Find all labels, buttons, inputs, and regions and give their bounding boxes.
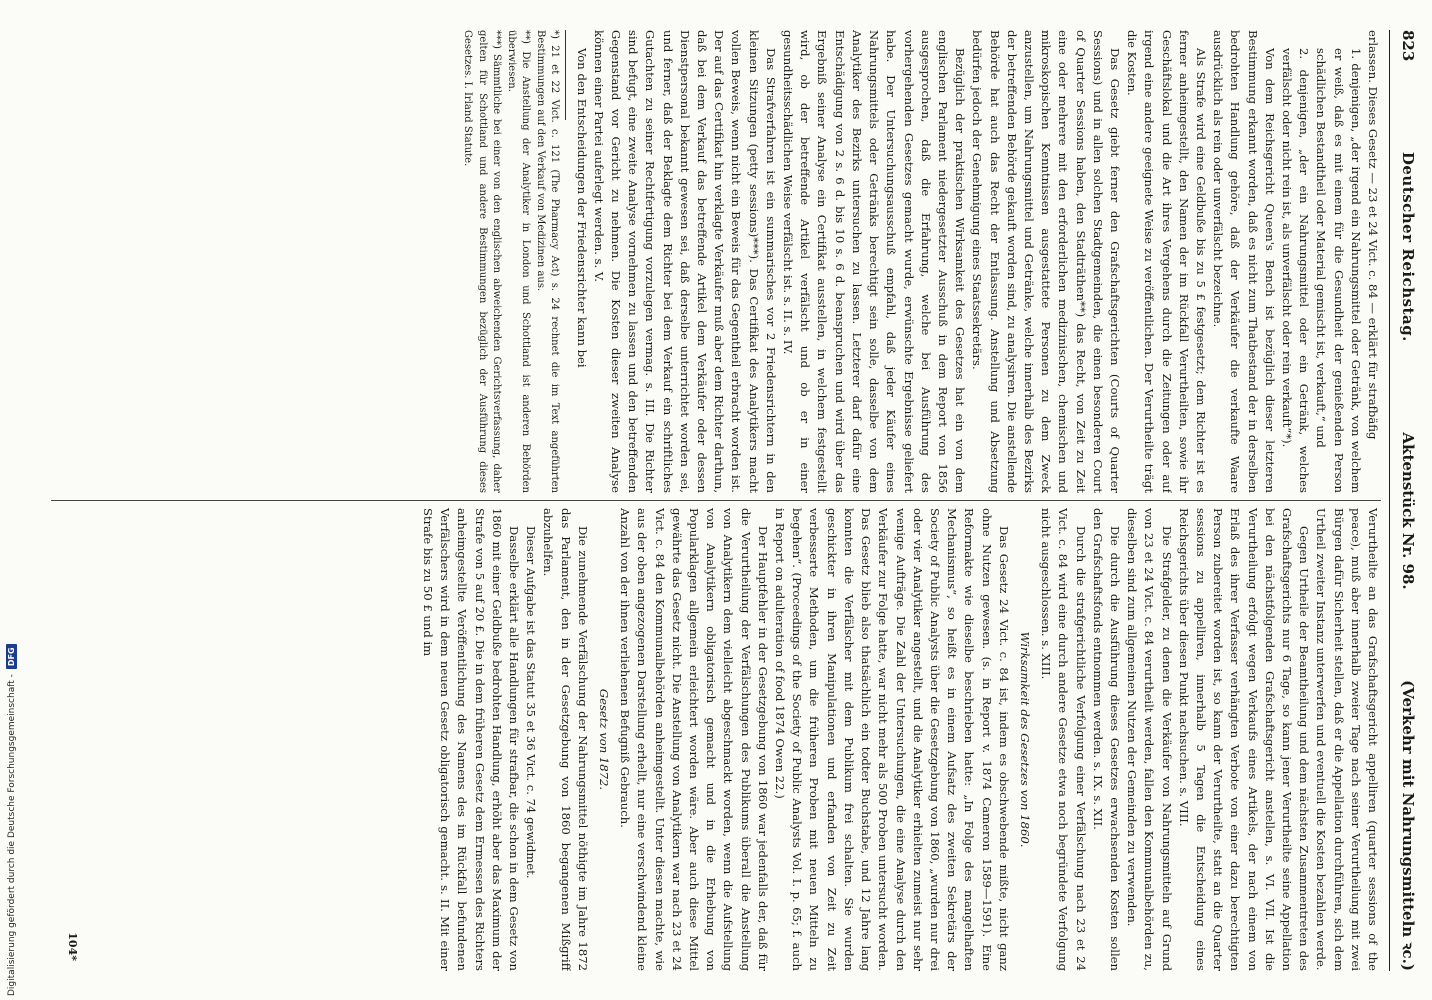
paragraph: Dasselbe erklärt alle Handlungen für strafbar, die schon in dem Gesetz von 1860 mit einer Geldbuße bedrohten Handlung, erhöht aber das Maximum der Strafe von 5 auf 20 £. Die in dem früheren Gesetz dem Ermessen des Richters anheimgestellte Veröffentlichung des Namens des im Rückfall befundenen Verfälschers wird in dem neuen Gesetz obligatorisch gemacht. s. II. Mit einer Strafe bis zu 50 £ und im — [421, 508, 522, 971]
column-divider — [51, 500, 1381, 501]
paragraph: Von den Entscheidungen der Friedensrichter kann bei — [574, 48, 589, 368]
section-title: (Verkehr mit Nahrungsmitteln ꝛc.) — [1399, 680, 1417, 971]
numbered-clause: 1. denjenigen, „der irgend ein Nahrungsmittel oder Getränk, von welchem er weiß, daß es mit einem für die Gesundheit der genießenden Person schädlichen Bestandtheil oder Material gemischt ist, verkauft,“ und — [1314, 48, 1363, 493]
footnote: *) 21 et 22 Vict. c. 121 (The Pharmacy Act) s. 24 rechnet die im Text angeführten Bestimmungen auf den Verkauf von Medizinen aus. — [534, 30, 561, 493]
paragraph: Der Hauptfehler in der Gesetzgebung von 1860 war jedenfalls der, daß für die Verurtheilung der Verfälschungen des Publikums überall die Anstellung von Analytikern dem vielleicht abgeschmackt worden, wenn die Aufstellung von Analytikern obligatorisch gemacht und in die Erhebung von Popularklagen allgemein erleichtert worden wäre. Aber auch diese Mittel gewährte das Gesetz nicht. Die Anstellung von Analytikern war nach 23 et 24 Vict. c. 84 den Kommunalbehörden anheimgestellt. Unter diesen machte, wie aus der oben angezogenen Darstellung erhellt, nur eine verschwindend kleine Anzahl von der ihnen verliehenen Befugniß Gebrauch. — [618, 508, 770, 971]
paragraph: erlassen. Dieses Gesetz — 23 et 24 Vict. c. 84 — erklärt für strafbäfig — [1366, 30, 1380, 440]
signature-mark: 104* — [66, 932, 79, 961]
section-subheading: Wirksamkeit des Gesetzes von 1860. — [1017, 631, 1032, 848]
running-title: Deutscher Reichstag. — [1399, 151, 1417, 342]
paragraph: Als Strafe wird eine Geldbuße bis zu 5 £ festgesetzt; dem Richter ist es ferner anheimgestellt, den Namen der im Rückfall Verurtheilten, sowie ihr Geschäftslokal und die Art ihres Vergehens durch die Zeitungen oder auf irgend eine andere geeignete Weise zu veröffentlichen. Der Verurtheilte trägt die Kosten. — [1125, 30, 1208, 493]
footnote: **) Die Anstellung der Analytiker in London und Schottland ist anderen Behörden überwiesen. — [505, 30, 532, 493]
document-number: Aktenstück Nr. 98. — [1399, 432, 1417, 590]
digitization-footer — [6, 644, 17, 996]
footnote: ***) Sämmtliche bei einer von den englischen abweichenden Gerichtsverfassung, daher gelten für Schottland und andere Bestimmungen bezüglich der Ausführung dieses Gesetzes. I. Irland Statute. — [462, 30, 503, 493]
paragraph: Von dem Reichsgericht Queen's Bench ist bezüglich dieser letzteren Bestimmung erkannt worden, daß es nicht zum Thatbestand der in derselben bedrohten Handlung gehöre, daß der Verkäufer die verkaufte Waare ausdrücklich als rein oder unverfälscht bezeichne. — [1211, 30, 1277, 493]
paragraph: Gegen Urtheile der Beamtheilung und dem nächsten Zusammentreten des Grafschaftsgerichts nur 6 Tage, so kann jener Verurtheilte seine Appellation bei den nächstfolgenden Grafschaftsgericht anstellen, s. VI. VII. Ist die Verurtheilung erfolgt wegen Verkaufs eines Artikels, der nach einem von Erlaß des ihrer Verfasser verhängten Verbote von einer dazu berechtigten Person zubereitet worden ist, so kann der Verurtheilte, statt an die Quarter sessions zu appelliren, innerhalb 5 Tagen die Entscheidung eines Reichsgerichts über diesen Punkt nachsuchen. s. VIII. — [1176, 508, 1312, 971]
paragraph: Durch die strafgerichtliche Verfolgung einer Verfälschung nach 23 et 24 Vict. c. 84 wird eine durch andere Gesetze etwa noch begründete Verfolgung nicht ausgeschlossen. s. XIII. — [1039, 508, 1088, 971]
paragraph: Das Gesetz 24 Vict. c. 84 ist, indem es obschwebende mißte, nicht ganz ohne Nutzen gewesen. (s. in Report v. 1874 Cameron 1589—1591). Eine Reformakte wie dieselbe beschrieben hatte: „In Folge des mangelhaften Mechanismus“, so heißt es in einem Aufsatz des zweiten Sekretärs der Society of Public Analysts über die Gesetzgebung von 1860, „wurden nur drei oder vier Analytiker angestellt, und die Analytiker erhielten zumeist nur sehr wenige Aufträge. Die Zahl der Untersuchungen, die eine Analyse durch den Verkäufer zur Folge hatte, war nicht mehr als 500 Proben untersucht worden. Das Gesetz blieb also thatsächlich ein todter Buchstabe, und 12 Jahre lang konnten die Verfälscher mit dem Publikum frei schalten. Sie wurden geschickter in ihren Manipulationen und erfanden von Zeit zu Zeit verbesserte Methoden, um die früheren Proben mit neuen Mitteln zu begehen“. (Proceedings of the Society of Public Analysts Vol. I. p. 65; f. auch in Report on adulteration of food 1874 Owen 22.) — [773, 508, 1011, 971]
right-column — [51, 508, 1381, 971]
footnote-rule — [565, 30, 566, 120]
section-subheading: Gesetz von 1872. — [597, 688, 612, 791]
running-header — [1389, 30, 1418, 971]
paragraph: Die zunehmende Verfälschung der Nahrungsmittel nöthigte im Jahre 1872 das Parlament, den in der Gesetzgebung von 1860 begangenen Mißgriff abzuhelfen. — [541, 508, 590, 971]
paragraph: Die durch die Ausführung dieses Gesetzes erwachsenden Kosten sollen den Grafschaftsfonds entnommen werden. s. IX. s. XII. — [1090, 508, 1122, 971]
paragraph: Verurtheilte an das Grafschaftsgericht appelliren (quarter sessions of the peace), muß aber innerhalb zweier Tage nach seiner Verurtheilung mit zwei Bürgen dafür Sicherheit stellen, daß er die Appellation durchführen, sich dem Urtheil zweiter Instanz unterwerfen und eventuell die Kosten bezahlen werde. — [1314, 508, 1380, 971]
page-number: 823 — [1399, 30, 1417, 62]
document-page — [38, 18, 1418, 983]
two-column-body — [51, 30, 1381, 971]
dfg-logo-icon: DFG — [6, 644, 17, 669]
paragraph: Das Gesetz giebt ferner den Grafschaftsgerichten (Courts of Quarter Sessions) und in allen solchen Stadtgemeinden, die einen besonderen Court of Quarter Sessions haben, den Stadträthen**) das Recht, von Zeit zu Zeit eine oder mehrere mit den erforderlichen medizinischen, chemischen und mikroskopischen Kenntnissen ausgestattete Personen zu dem Zweck anzustellen, um Nahrungsmittel und Getränke, welche innerhalb des Bezirks der betreffenden Behörde gekauft worden sind, zu analysiren. Die anstellende Behörde hat auch das Recht der Entlassung. Anstellung und Absetzung bedürfen jedoch der Genehmigung eines Staatssekretärs. — [970, 30, 1122, 493]
numbered-clause: 2. denjenigen, „der ein Nahrungsmittel oder ein Getränk, welches verfälscht oder nicht rein ist, als unverfälscht oder rein verkauft“*). — [1279, 48, 1312, 493]
paragraph: Bezüglich der praktischen Wirksamkeit des Gesetzes hat ein von dem englischen Parlament niedergesetzter Ausschuß in dem Report von 1856 ausgesprochen, daß die Erfahrung, welche bei Ausführung des vorhergehenden Gesetzes gemacht wurde, erwünschte Ergebnisse geliefert habe. Der Untersuchungsausschuß empfahl, daß jeder Käufer eines Nahrungsmittels oder Getränks berechtigt sein solle, dasselbe von dem Analytiker des Bezirks untersuchen zu lassen. Letzterer darf dafür eine Entschädigung von 2 s. 6 d. bis 10 s. 6 d. beanspruchen und wird über das Ergebniß seiner Analyse ein Certifikat ausstellen, in welchem festgestellt wird, ob der betreffende Artikel verfälscht und ob er in einer gesundheitsschädlichen Weise verfälscht ist. s. II. s. IV. — [781, 30, 968, 493]
paragraph: Die Strafgelder, zu denen die Verkäufer von Nahrungsmitteln auf Grund von 23 et 24 Vict. c. 84 verurtheilt werden, fallen den Kommunalbehörden zu, dieselben sind zum allgemeinen Nutzen der Gemeinden zu verwenden. — [1125, 508, 1174, 971]
paragraph: Dieser Aufgabe ist das Statut 35 et 36 Vict. c. 74 gewidmet. — [524, 526, 539, 879]
left-column — [51, 30, 1381, 493]
digitization-credit: Digitalisierung gefördert durch die Deutsche Forschungsgemeinschaft - — [6, 674, 17, 996]
paragraph: Das Strafverfahren ist ein summarisches vor 2 Friedensrichtern in den kleinen Sitzungen (petty sessions)***). Das Certifikat des Analytikers macht vollen Beweis, wenn nicht ein Beweis für das Gegentheil erbracht worden ist. Der auf das Certifikat hin verklagte Verkäufer muß aber dem Richter darthun, daß bei dem Verkauf das betreffende Artikel dem Verkäufer oder dessen Dienstpersonal bekannt gewesen sei, daß derselbe unterrichtet worden sei, und ferner, daß der Beklagte dem Richter bei dem Verkauf ein schriftliches Gutachten zu seiner Rechtfertigung vorzulegen vermag. s. III. Die Richter sind befugt, eine zweite Analyse vornehmen zu lassen und den betreffenden Gegenstand vor Gericht zu nehmen. Die Kosten dieser zweiten Analyse können einer Partei auferlegt werden. s. V. — [591, 30, 778, 493]
